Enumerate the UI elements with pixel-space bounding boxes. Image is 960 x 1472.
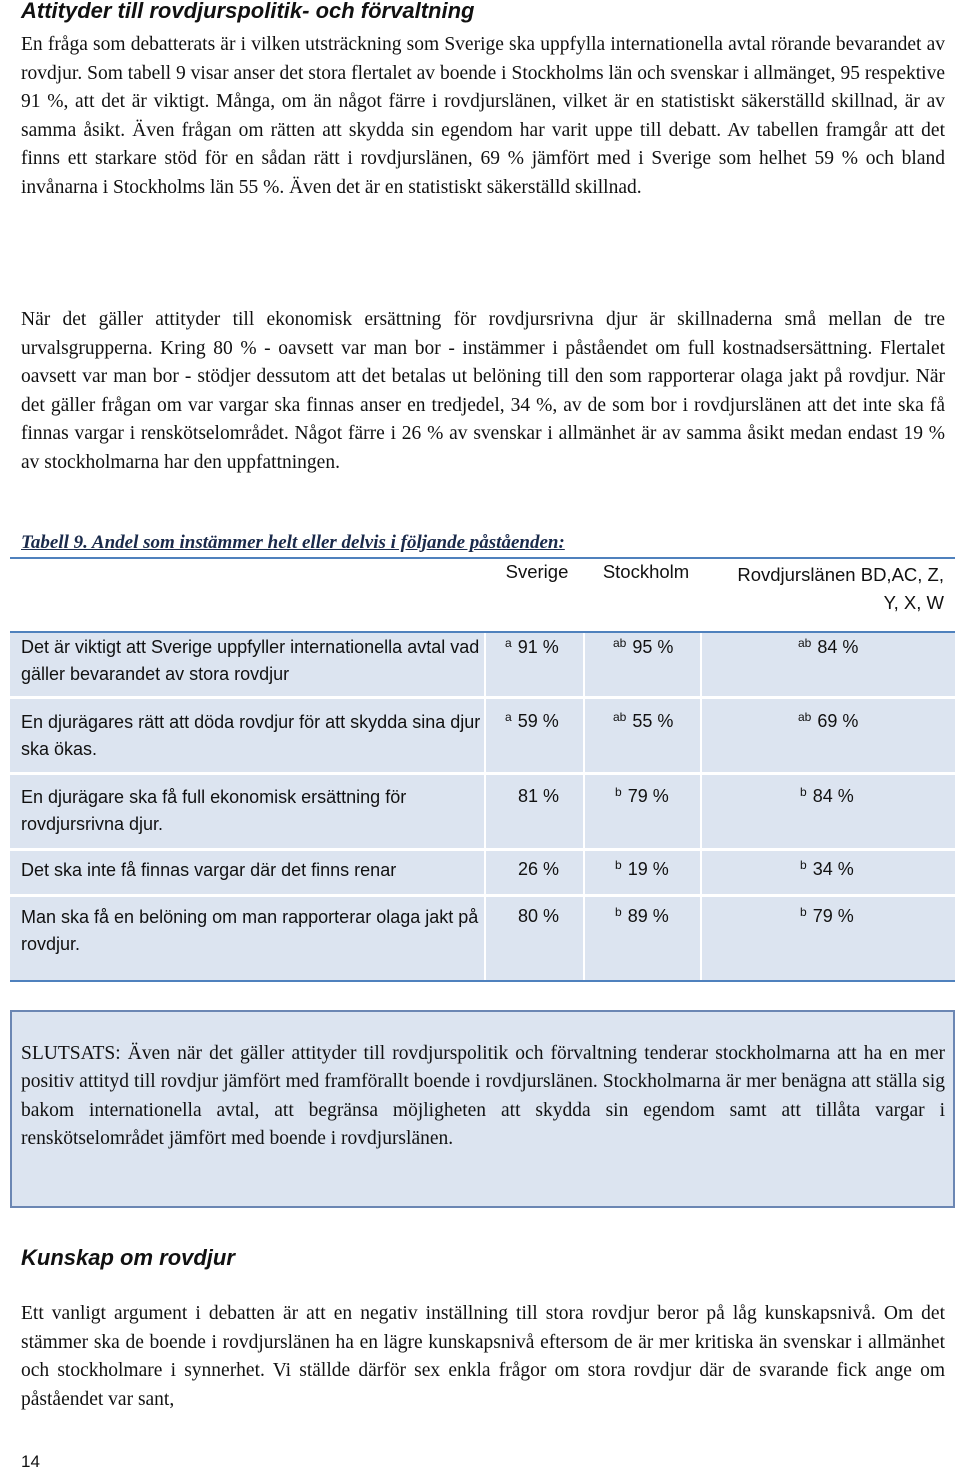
column-divider <box>484 633 486 980</box>
cell-stockholm: $^b$ 19 % <box>615 858 669 879</box>
cell-rovdjurslanen: $^{ab}$ 69 % <box>798 710 859 731</box>
table-bottom-rule <box>10 980 955 982</box>
column-divider <box>583 633 585 980</box>
table-top-rule <box>10 557 955 559</box>
section-heading: Kunskap om rovdjur <box>21 1245 235 1270</box>
cell-rovdjurslanen: $^b$ 79 % <box>800 905 854 926</box>
cell-sverige: 80 % <box>518 906 560 926</box>
row-separator <box>10 772 955 775</box>
cell-stockholm: $^{ab}$ 95 % <box>613 636 674 657</box>
row-label: En djurägare ska få full ekonomisk ersättning för rovdjursrivna djur. <box>21 787 407 834</box>
page-number: 14 <box>21 1452 40 1471</box>
row-label: Det är viktigt att Sverige uppfyller internationella avtal vad gäller bevarandet av stora rovdjur <box>21 637 480 684</box>
cell-rovdjurslanen: $^{ab}$ 84 % <box>798 636 859 657</box>
column-header-stockholm: Stockholm <box>602 561 690 582</box>
column-header-sverige: Sverige <box>505 561 569 582</box>
column-divider <box>700 633 702 980</box>
section-heading: Attityder till rovdjurspolitik- och förvaltning <box>21 0 475 23</box>
cell-sverige: 81 % <box>518 786 560 806</box>
row-separator <box>10 696 955 699</box>
cell-stockholm: $^b$ 89 % <box>615 905 669 926</box>
conclusion-text: SLUTSATS: Även när det gäller attityder till rovdjurspolitik och förvaltning tenderar stockholmarna att ha en mer positiv attityd till rovdjur jämfört med framförallt boende i rovdjurslänen. Stockholmarna är mer benägna att ställa sig bakom internationella avtal, att begränsa möjligheten att skydda sin egendom samt att tillåta vargar i renskötselområdet jämfört med boende i rovdjurslänen. <box>21 1043 945 1149</box>
row-separator <box>10 848 955 851</box>
cell-rovdjurslanen: $^b$ 84 % <box>800 785 854 806</box>
intro-paragraph: En fråga som debatterats är i vilken utsträckning som Sverige ska uppfylla internationella avtal rörande bevarandet av rovdjur. Som tabell 9 visar anser det stora flertalet av boende i Stockholms län och svenskar i allmänget, 95 respektive 91 %, att det är viktigt. Många, om än något färre i rovdjurslänen, vilket är en statistiskt säkerställd skillnad, är av samma åsikt. Även frågan om rätten att skydda sin egendom har varit uppe till debatt. Av tabellen framgår att det finns ett starkare stöd för en sådan rätt i rovdjurslänen, 69 % jämfört med i Sverige som helhet 59 % och bland invånarna i Stockholms län 55 %. Även det är en statistiskt säkerställd skillnad. <box>21 34 945 198</box>
cell-stockholm: $^{ab}$ 55 % <box>613 710 674 731</box>
cell-sverige: $^a$ 91 % <box>505 636 559 657</box>
cell-rovdjurslanen: $^b$ 34 % <box>800 858 854 879</box>
conclusion-box <box>10 1010 955 1208</box>
row-label: Man ska få en belöning om man rapporterar olaga jakt på rovdjur. <box>21 907 479 954</box>
cell-sverige: 26 % <box>518 859 560 879</box>
table-caption: Tabell 9. Andel som instämmer helt eller delvis i följande påståenden: <box>21 532 565 553</box>
row-separator <box>10 894 955 897</box>
cell-sverige: $^a$ 59 % <box>505 710 559 731</box>
cell-stockholm: $^b$ 79 % <box>615 785 669 806</box>
row-label: En djurägares rätt att döda rovdjur för att skydda sina djur ska ökas. <box>21 712 481 759</box>
row-label: Det ska inte få finnas vargar där det finns renar <box>21 860 397 880</box>
knowledge-paragraph: Ett vanligt argument i debatten är att en negativ inställning till stora rovdjur beror på låg kunskapsnivå. Om det stämmer ska de boende i rovdjurslänen ha en lägre kunskapsnivå eftersom de är mer kritiska än svenskar i allmänhet och stockholmare i synnerhet. Vi ställde därför sex enkla frågor om stora rovdjur där de svarande fick ange om påståendet var sant, <box>21 1303 945 1410</box>
column-header-rovdjurslanen: Rovdjurslänen BD,AC, Z, Y, X, W <box>737 564 944 613</box>
compensation-paragraph: När det gäller attityder till ekonomisk ersättning för rovdjursrivna djur är skillnaderna små mellan de tre urvalsgrupperna. Kring 80 % - oavsett var man bor - instämmer i påståendet om full kostnadsersättning. Flertalet oavsett var man bor - stödjer dessutom att det betalas ut belöning till den som rapporterar olaga jakt på rovdjur. När det gäller frågan om var vargar ska finnas anser en tredjedel, 34 %, av de som bor i rovdjurslänen att det inte ska få finnas vargar i renskötselområdet. Något färre i 26 % av svenskar i allmänhet är av samma åsikt medan endast 19 % av stockholmarna har den uppfattningen. <box>21 309 945 473</box>
